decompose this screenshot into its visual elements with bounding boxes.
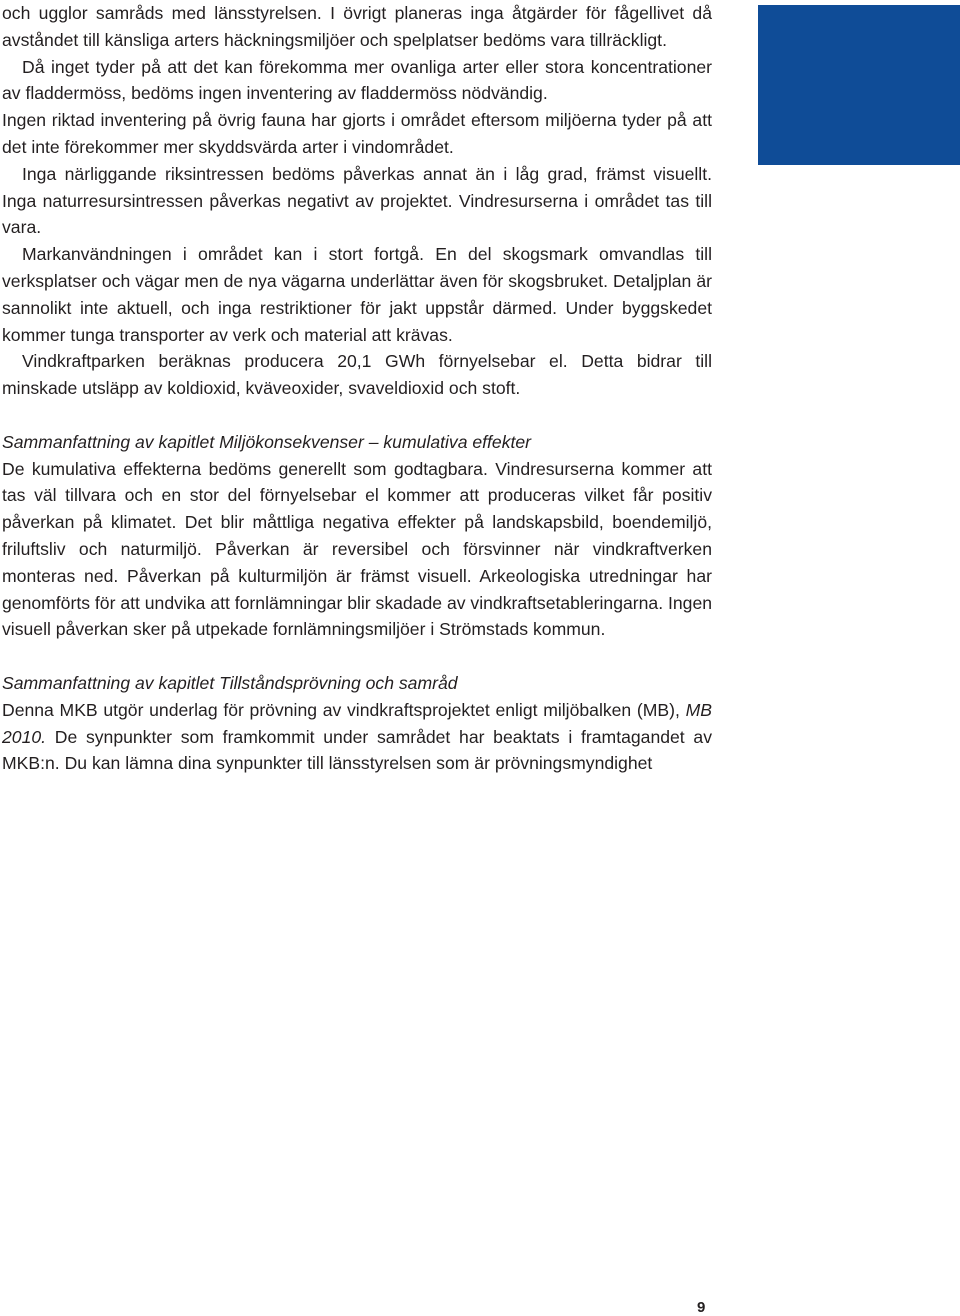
tillstand-text-end: De synpunkter som framkommit under samrådet har beaktats i framtagandet av MKB:n. Du kan lämna dina synpunkter till länsstyrelsen som är prövningsmyndighet: [2, 726, 712, 774]
paragraph-fauna: Ingen riktad inventering på övrig fauna har gjorts i området eftersom miljöerna tyder på att det inte förekommer mer skyddsvärda arter i vindområdet.: [2, 110, 712, 157]
blue-corner-block: [758, 5, 960, 165]
section-heading-tillstand: Sammanfattning av kapitlet Tillståndsprövning och samråd: [2, 672, 458, 693]
paragraph-produktion: Vindkraftparken beräknas producera 20,1 GWh förnyelsebar el. Detta bidrar till minskade utsläpp av koldioxid, kväveoxider, svaveldioxid och stoft.: [2, 351, 712, 399]
paragraph-markanvandning: Markanvändningen i området kan i stort fortgå. En del skogsmark omvandlas till verksplatser och vägar men de nya vägarna underlättar även för skogsbruket. Detaljplan är sannolikt inte aktuell, och inga restriktioner för jakt uppstår därmed. Under byggskedet kommer tunga transporter av verk och material att krävas.: [2, 244, 712, 345]
tillstand-text-start: Denna MKB utgör underlag för prövning av vindkraftsprojektet enligt miljöbalken (MB),: [2, 699, 680, 720]
section-heading-kumulativa: Sammanfattning av kapitlet Miljökonsekvenser – kumulativa effekter: [2, 431, 532, 452]
paragraph-fladdermoss: Då inget tyder på att det kan förekomma mer ovanliga arter eller stora koncentrationer av fladdermöss, bedöms ingen inventering av fladdermöss nödvändig.: [2, 56, 712, 104]
law-reference: MB 2010.: [2, 699, 713, 747]
section-spacer: [2, 402, 712, 429]
section-spacer: [2, 643, 712, 670]
paragraph-riksintressen: Inga närliggande riksintressen bedöms påverkas annat än i låg grad, främst visuellt. Inga naturresursintressen påverkas negativt av projektet. Vindresurserna i området tas till vara.: [2, 163, 712, 238]
paragraph-kumulativa: De kumulativa effekterna bedöms generellt som godtagbara. Vindresurserna kommer att tas väl tillvara och en stor del förnyelsebar el kommer att produceras vilket får positiv påverkan på klimatet. Det blir måttliga negativa effekter på landskapsbild, boendemiljö, friluftsliv och naturmiljö. Påverkan är reversibel och försvinner när vindkraftverken monteras ned. Påverkan på kulturmiljön är främst visuell. Arkeologiska utredningar har genomförts för att undvika att fornlämningar blir skadade av vindkraftsetableringarna. Ingen visuell påverkan sker på utpekade fornlämningsmiljöer i Strömstads kommun.: [2, 458, 713, 640]
page-number: 9: [697, 1299, 706, 1316]
paragraph-tillstand: [2, 697, 712, 777]
document-body: [2, 0, 712, 777]
paragraph-ugglor: och ugglor samråds med länsstyrelsen. I övrigt planeras inga åtgärder för fågellivet då avståndet till känsliga arters häckningsmiljöer och spelplatser bedöms vara tillräckligt.: [2, 3, 712, 50]
